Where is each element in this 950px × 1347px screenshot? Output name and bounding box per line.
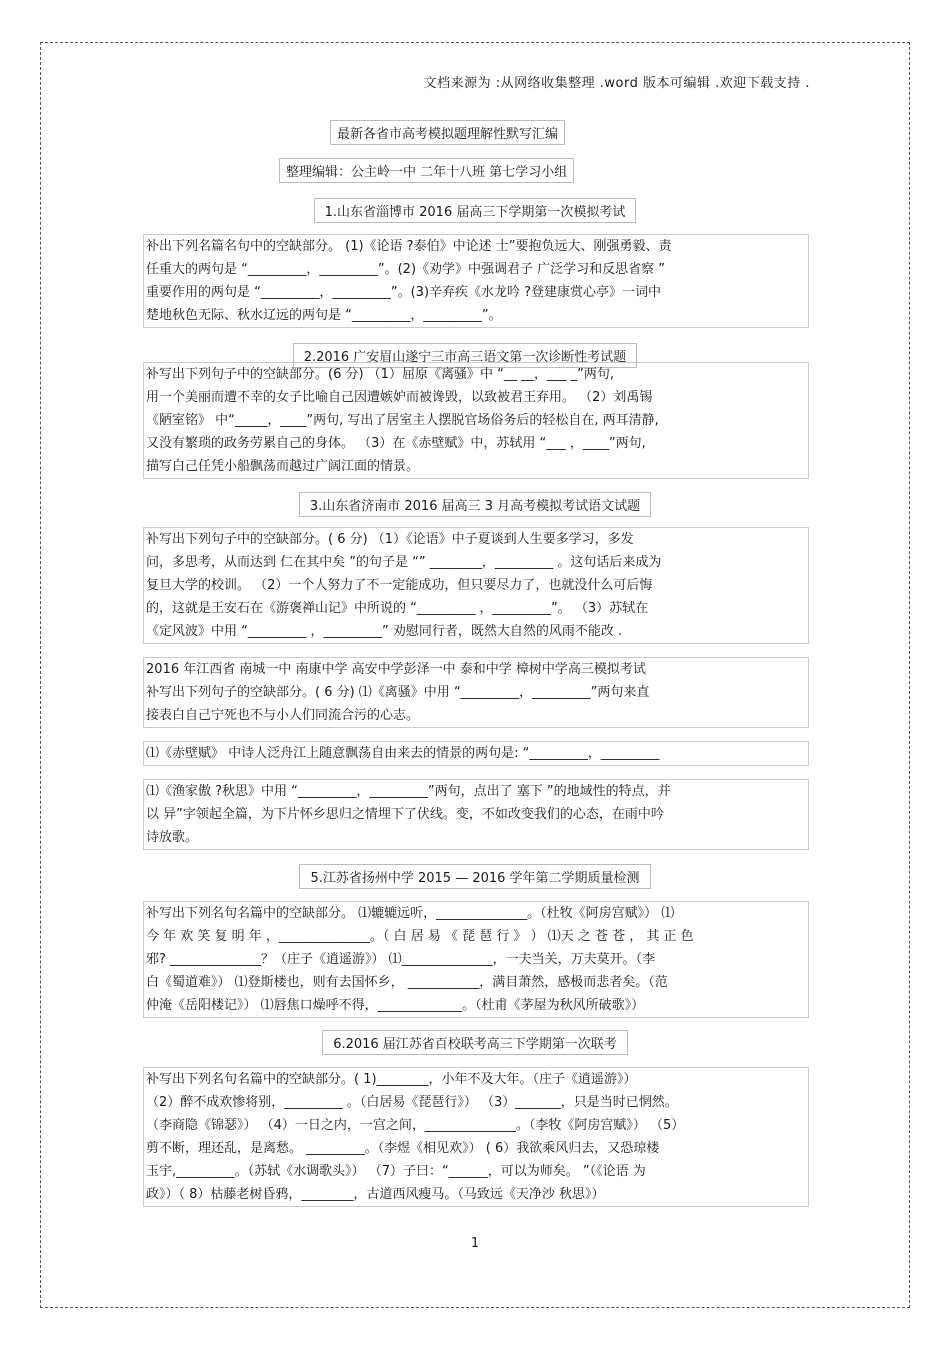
question-line: 任重大的两句是 “_________，_________”。(2)《劝学》中强调君子 广泛学习和反思省察 ”	[146, 262, 666, 277]
section-title: 6.2016 届江苏省百校联考高三下学期第一次联考	[0, 1030, 950, 1055]
question-line: 诗放歌。	[146, 830, 199, 845]
question-block	[143, 1067, 809, 1207]
question-block	[143, 234, 809, 328]
question-line: 剪不断，理还乱，是离愁。 _________。（李煜《相见欢》） ( 6）我欲乘风归去，又恐琼楼	[146, 1141, 660, 1156]
question-line: 补写出下列句子中的空缺部分。(6 分) （1）屈原《离骚》中 “__ __，___ _”两句,	[146, 367, 614, 382]
question-line: 今 年 欢 笑 复 明 年 ，______________。（ 白 居 易 《 琵 琶 行 》 ） ⑴天 之 苍 苍 ， 其 正 色	[146, 929, 694, 944]
question-block	[143, 779, 809, 850]
section-title: 3.山东省济南市 2016 届高三 3 月高考模拟考试语文试题	[0, 492, 950, 517]
question-block	[143, 527, 809, 644]
question-line: 接表白自己宁死也不与小人们同流合污的心志。	[146, 708, 420, 723]
question-line: 用一个美丽而遭不幸的女子比喻自己因遭嫉妒而被谗毁，以致被君王弃用。 （2）刘禹锡	[146, 390, 653, 405]
question-line: 仲淹《岳阳楼记》） ⑴唇焦口燥呼不得，_____________。（杜甫《茅屋为秋风所破歌》）	[146, 998, 645, 1013]
question-line: 2016 年江西省 南城一中 南康中学 高安中学彭泽一中 泰和中学 樟树中学高三模拟考试	[146, 662, 646, 677]
section-title: 1.山东省淄博市 2016 届高三下学期第一次模拟考试	[0, 198, 950, 223]
question-line: 《定风波》中用 “_________ ，_________” 劝慰同行者，既然大自然的风雨不能改 .	[146, 624, 623, 639]
source-note: 文档来源为 :从网络收集整理 .word 版本可编辑 .欢迎下载支持 .	[423, 76, 810, 91]
question-line: 问，多思考，从而达到 仁在其中矣 ”的句子是 “” ________，_________ 。这句话后来成为	[146, 555, 662, 570]
question-line: 邪? ______________？（庄子《逍遥游》） ⑴______________，一夫当关，万夫莫开。（李	[146, 952, 656, 967]
question-block	[143, 657, 809, 728]
question-line: 楚地秋色无际、秋水辽远的两句是 “_________，_________”。	[146, 308, 502, 323]
question-line: 玉宇,_________。（苏轼《水调歌头》） （7）子曰：“______，可以为师矣。 ”（《论语 为	[146, 1164, 646, 1179]
question-line: 白《蜀道难》） ⑴登斯楼也，则有去国怀乡， ___________，满目萧然，感极而悲者矣。（范	[146, 975, 668, 990]
document-title: 最新各省市高考模拟题理解性默写汇编	[330, 120, 565, 145]
question-line: ⑴《赤壁赋》 中诗人泛舟江上随意飘荡自由来去的情景的两句是: “_________，_________	[146, 746, 660, 761]
question-line: 复旦大学的校训。 （2）一个人努力了不一定能成功，但只要尽力了，也就没什么可后悔	[146, 578, 653, 593]
question-line: 补写出下列句子中的空缺部分。( 6 分) （1）《论语》中子夏谈到人生要多学习，多发	[146, 532, 634, 547]
question-line: 《陋室铭》 中“_____，____”两句, 写出了居室主人摆脱官场俗务后的轻松自在, 两耳清静,	[146, 413, 659, 428]
question-block	[143, 362, 809, 479]
question-line: 补写出下列名句名篇中的空缺部分。 ⑴辘辘远听，______________。（杜牧《阿房宫赋》） ⑴	[146, 906, 675, 921]
page-number: 1	[470, 1236, 480, 1251]
question-block	[143, 741, 809, 766]
question-line: 补写出下列句子的空缺部分。( 6 分) ⑴《离骚》中用 “_________，_________”两句来直	[146, 685, 650, 700]
question-line: 政》）（ 8）枯藤老树昏鸦，________，古道西风瘦马。（马致远《天净沙 秋思》）	[146, 1187, 605, 1202]
question-line: ⑴《渔家傲 ?秋思》中用 “_________，_________”两句，点出了 塞下 ”的地域性的特点，并	[146, 784, 671, 799]
question-line: （2）醉不成欢惨将别，_________ 。（白居易《琵琶行》） （3）_______，只是当时已惘然。	[146, 1095, 678, 1110]
question-line: 补写出下列名句名篇中的空缺部分。( 1)________，小年不及大年。（庄子《逍遥游》）	[146, 1072, 637, 1087]
question-line: 的，这就是王安石在《游褒禅山记》中所说的 “_________ ，_________”。 （3）苏轼在	[146, 601, 649, 616]
question-line: 描写白己任凭小船飘荡而越过广阔江面的情景。	[146, 459, 420, 474]
question-line: 以 异”字领起全篇，为下片怀乡思归之情埋下了伏线。变，不如改变我们的心态，在雨中吟	[146, 807, 664, 822]
question-block	[143, 901, 809, 1018]
section-title: 5.江苏省扬州中学 2015 — 2016 学年第二学期质量检测	[0, 864, 950, 889]
question-line: 又没有繁琐的政务劳累自己的身体。 （3）在《赤壁赋》中，苏轼用 “___ ，____”两句,	[146, 436, 646, 451]
question-line: （李商隐《锦瑟》） （4）一日之内，一宫之间，______________。（李牧《阿房宫赋》） （5）	[146, 1118, 685, 1133]
question-line: 补出下列名篇名句中的空缺部分。 (1)《论语 ?泰伯》中论述 士”要抱负远大、刚强勇毅、责	[146, 239, 672, 254]
section-title: 2.2016 广安眉山遂宁三市高三语文第一次诊断性考试题	[0, 343, 950, 368]
compiler-line: 整理编辑：公主岭一中 二年十八班 第七学习小组	[279, 158, 574, 183]
question-line: 重要作用的两句是 “_________，_________”。(3)辛弃疾《水龙吟 ?登建康赏心亭》一词中	[146, 285, 662, 300]
